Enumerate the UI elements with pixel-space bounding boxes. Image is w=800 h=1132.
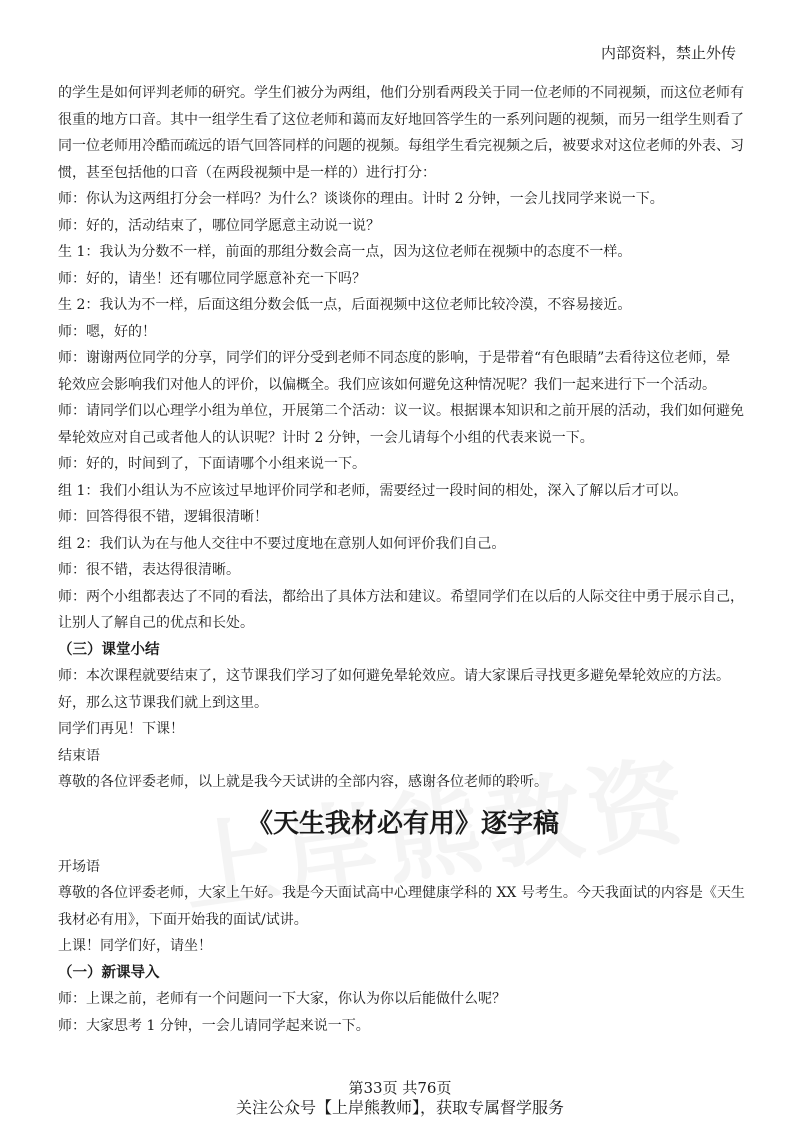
section-heading-intro: （一）新课导入 [58, 963, 160, 981]
document-title: 《天生我材必有用》逐字稿 [246, 808, 559, 839]
follow-promo: 关注公众号【上岸熊教师】，获取专属督学服务 [235, 1098, 564, 1117]
text-line: 生 1：我认为分数不一样，前面的那组分数会高一点，因为这位老师在视频中的态度不一样。 [58, 244, 632, 260]
block-1 [58, 80, 748, 186]
text-line: 上课！同学们好，请坐！ [58, 938, 212, 954]
block-7 [58, 986, 748, 1039]
text-line: 师：嗯，好的！ [58, 323, 156, 340]
text-line: 师：回答得很不错，逻辑很清晰！ [58, 509, 268, 525]
text-line: 让别人了解自己的优点和长处。 [58, 615, 254, 631]
document-body [58, 80, 748, 1039]
text-line: 师：请同学们以心理学小组为单位，开展第二个活动：议一议。根据课本知识和之前开展的活动，我们如何避免 [58, 403, 744, 419]
text-line: 惯，甚至包括他的口音（在两段视频中是一样的）进行打分： [58, 164, 436, 181]
text-line: 的学生是如何评判老师的研究。学生们被分为两组，他们分别看两段关于同一位老师的不同视频，而这位老师有 [58, 85, 744, 101]
text-line: 尊敬的各位评委老师，大家上午好。我是今天面试高中心理健康学科的 XX 号考生。今天我面试的内容是《天生 [58, 885, 745, 901]
text-line: 师：本次课程就要结束了，这节课我们学习了如何避免晕轮效应。请大家课后寻找更多避免晕轮效应的方法。 [58, 668, 730, 684]
confidential-notice: 内部资料，禁止外传 [600, 44, 736, 62]
text-line: 师：谢谢两位同学的分享，同学们的评分受到老师不同态度的影响，于是带着“有色眼睛”去看待这位老师，晕 [58, 350, 731, 366]
text-line: 师：两个小组都表达了不同的看法，都给出了具体方法和建议。希望同学们在以后的人际交往中勇于展示自己， [58, 588, 744, 605]
section-heading-summary: （三）课堂小结 [58, 640, 160, 658]
block-5 [58, 663, 748, 796]
page-number: 第33页 共76页 [348, 1079, 452, 1097]
text-line: 轮效应会影响我们对他人的评价，以偏概全。我们应该如何避免这种情况呢？我们一起来进行下一个活动。 [58, 376, 716, 393]
text-line: 很重的地方口音。其中一组学生看了这位老师和蔼而友好地回答学生的一系列问题的视频，而另一组学生则看了 [58, 111, 744, 128]
text-line: 结束语 [58, 747, 100, 764]
block-6 [58, 854, 748, 960]
text-line: 师：上课之前，老师有一个问题问一下大家，你认为你以后能做什么呢？ [58, 991, 506, 1007]
text-line: 组 1：我们小组认为不应该过早地评价同学和老师，需要经过一段时间的相处，深入了解以后才可以。 [58, 482, 688, 499]
text-line: 师：好的，活动结束了，哪位同学愿意主动说一说？ [58, 217, 380, 234]
text-line: 师：很不错，表达得很清晰。 [58, 562, 240, 578]
text-line: 我材必有用》，下面开始我的面试/试讲。 [58, 911, 308, 928]
text-line: 师：好的，时间到了，下面请哪个小组来说一下。 [58, 456, 366, 472]
block-3 [58, 345, 748, 398]
text-line: 组 2：我们认为在与他人交往中不要过度地在意别人如何评价我们自己。 [58, 535, 506, 552]
text-line: 尊敬的各位评委老师，以上就是我今天试讲的全部内容，感谢各位老师的聆听。 [58, 774, 548, 790]
block-2 [58, 186, 748, 345]
text-line: 师：你认为这两组打分会一样吗？为什么？谈谈你的理由。计时 2 分钟，一会儿找同学来说一下。 [58, 191, 664, 207]
block-4 [58, 398, 748, 637]
text-line: 开场语 [58, 858, 100, 875]
text-line: 同一位老师用冷酷而疏远的语气回答同样的问题的视频。每组学生看完视频之后，被要求对这位老师的外表、习 [58, 138, 744, 154]
text-line: 师：大家思考 1 分钟，一会儿请同学起来说一下。 [58, 1017, 370, 1034]
text-line: 生 2：我认为不一样，后面这组分数会低一点，后面视频中这位老师比较冷漠，不容易接近。 [58, 297, 632, 313]
text-line: 好，那么这节课我们就上到这里。 [58, 694, 268, 711]
text-line: 晕轮效应对自己或者他人的认识呢？计时 2 分钟，一会儿请每个小组的代表来说一下。 [58, 429, 594, 446]
text-line: 师：好的，请坐！还有哪位同学愿意补充一下吗？ [58, 270, 366, 287]
text-line: 同学们再见！下课！ [58, 721, 184, 737]
